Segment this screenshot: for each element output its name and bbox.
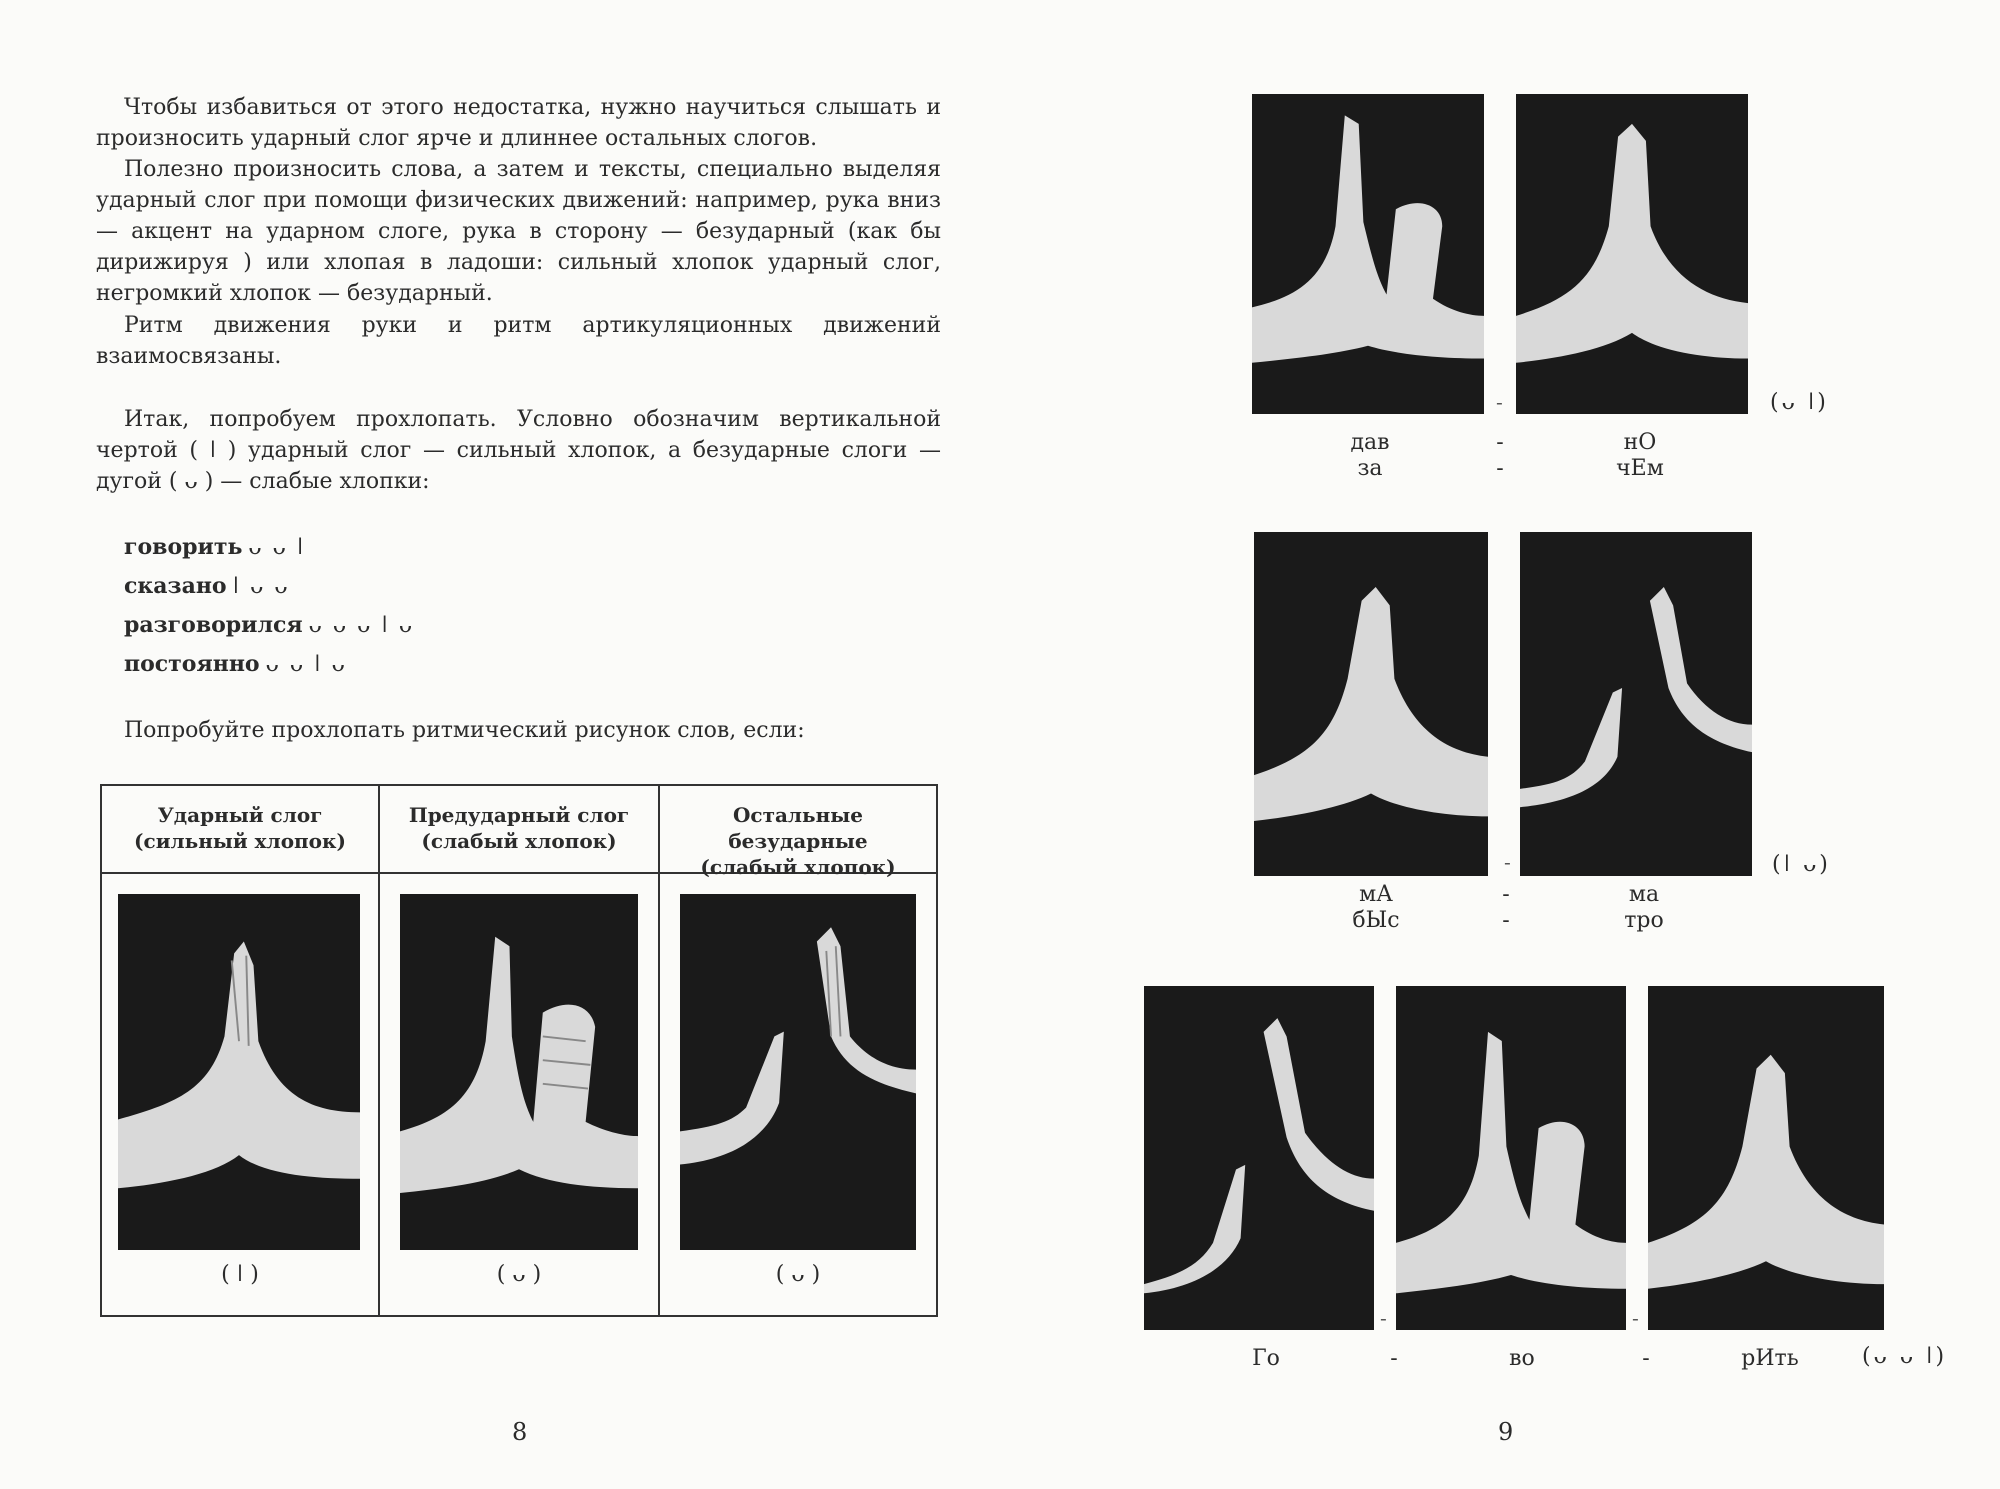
syllable-separator: -: [1496, 430, 1504, 455]
syllable: дав: [1350, 430, 1390, 455]
stress-marks: ǀ ᴗ ᴗ: [232, 574, 290, 599]
photo-weak-clap-unstressed: [680, 894, 916, 1250]
syllable: Го: [1252, 1346, 1280, 1371]
stress-marks: ᴗ ᴗ ǀ: [248, 535, 306, 560]
syllable: чЕм: [1616, 456, 1664, 481]
photo-group2-weak: [1520, 532, 1752, 876]
syllable-separator: -: [1642, 1346, 1650, 1371]
syllable-separator: -: [1496, 456, 1504, 481]
syllable: тро: [1624, 908, 1664, 933]
syllable: во: [1509, 1346, 1535, 1371]
syllable-separator: -: [1502, 908, 1510, 933]
meter-pattern: (ǀ ᴗ): [1772, 852, 1831, 877]
syllable: за: [1357, 456, 1383, 481]
separator-marker: -: [1504, 850, 1511, 874]
syllable: бЫс: [1352, 908, 1400, 933]
stress-marks: ᴗ ᴗ ᴗ ǀ ᴗ: [308, 613, 415, 638]
example-word-text: разговорился: [124, 612, 303, 638]
photo-strong-clap: [118, 894, 360, 1250]
syllable: нО: [1623, 430, 1657, 455]
photo-group1-strong: [1516, 94, 1748, 414]
instruction-text: Попробуйте прохлопать ритмический рисунок слов, если:: [124, 718, 805, 743]
stress-caption: ( ᴗ ): [775, 1262, 821, 1287]
example-word-text: сказано: [124, 573, 227, 599]
paragraph-1: Чтобы избавиться от этого недостатка, нужно научиться слышать и произносить ударный слог ярче и длиннее остальных слогов.: [96, 95, 941, 151]
page-number: 8: [512, 1418, 528, 1446]
syllable: ма: [1628, 882, 1660, 907]
syllable-separator: -: [1502, 882, 1510, 907]
meter-pattern: (ᴗ ᴗ ǀ): [1862, 1344, 1948, 1369]
paragraph-2: Полезно произносить слова, а затем и тексты, специально выделяя ударный слог при помощи физических движений: например, рука вниз — акцент на ударном слоге, рука в сторону — безударный (как бы дирижируя ) или хлопая в ладоши: сильный хлопок ударный слог, негромкий хлопок — безударный.: [96, 157, 941, 306]
separator-marker: -: [1380, 1306, 1387, 1330]
stress-caption: ( ᴗ ): [496, 1262, 542, 1287]
stress-caption: ( ǀ ): [221, 1262, 259, 1287]
photo-weak-clap-prestressed: [400, 894, 638, 1250]
meter-pattern: (ᴗ ǀ): [1770, 390, 1829, 415]
photo-group3-weak-2: [1396, 986, 1626, 1330]
syllable: мА: [1359, 882, 1393, 907]
photo-group3-weak-1: [1144, 986, 1374, 1330]
syllable-separator: -: [1390, 1346, 1398, 1371]
table-header-unstressed: Остальные безударные (слабый хлопок): [700, 803, 896, 879]
photo-group2-strong: [1254, 532, 1488, 876]
table-header-prestressed: Предударный слог (слабый хлопок): [408, 803, 630, 853]
table-header-stressed: Ударный слог (сильный хлопок): [134, 803, 346, 853]
example-word-text: говорить: [124, 534, 243, 560]
photo-group1-weak: [1252, 94, 1484, 414]
right-page: [1000, 0, 2000, 1489]
example-word-4: [124, 651, 347, 677]
photo-group3-strong: [1648, 986, 1884, 1330]
syllable: рИть: [1741, 1346, 1799, 1371]
table-divider: [378, 784, 380, 1317]
example-word-2: [124, 573, 290, 599]
separator-marker: -: [1496, 390, 1503, 414]
paragraph-3: Ритм движения руки и ритм артикуляционных движений взаимосвязаны.: [96, 313, 941, 369]
separator-marker: -: [1632, 1306, 1639, 1330]
example-word-3: [124, 612, 414, 638]
paragraph-4: Итак, попробуем прохлопать. Условно обозначим вертикальной чертой ( ǀ ) ударный слог — сильный хлопок, а безударные слоги — дугой ( ᴗ ) — слабые хлопки:: [96, 407, 941, 494]
example-word-1: [124, 534, 305, 560]
example-word-text: постоянно: [124, 651, 260, 677]
stress-marks: ᴗ ᴗ ǀ ᴗ: [265, 652, 347, 677]
page-number: 9: [1498, 1418, 1514, 1446]
